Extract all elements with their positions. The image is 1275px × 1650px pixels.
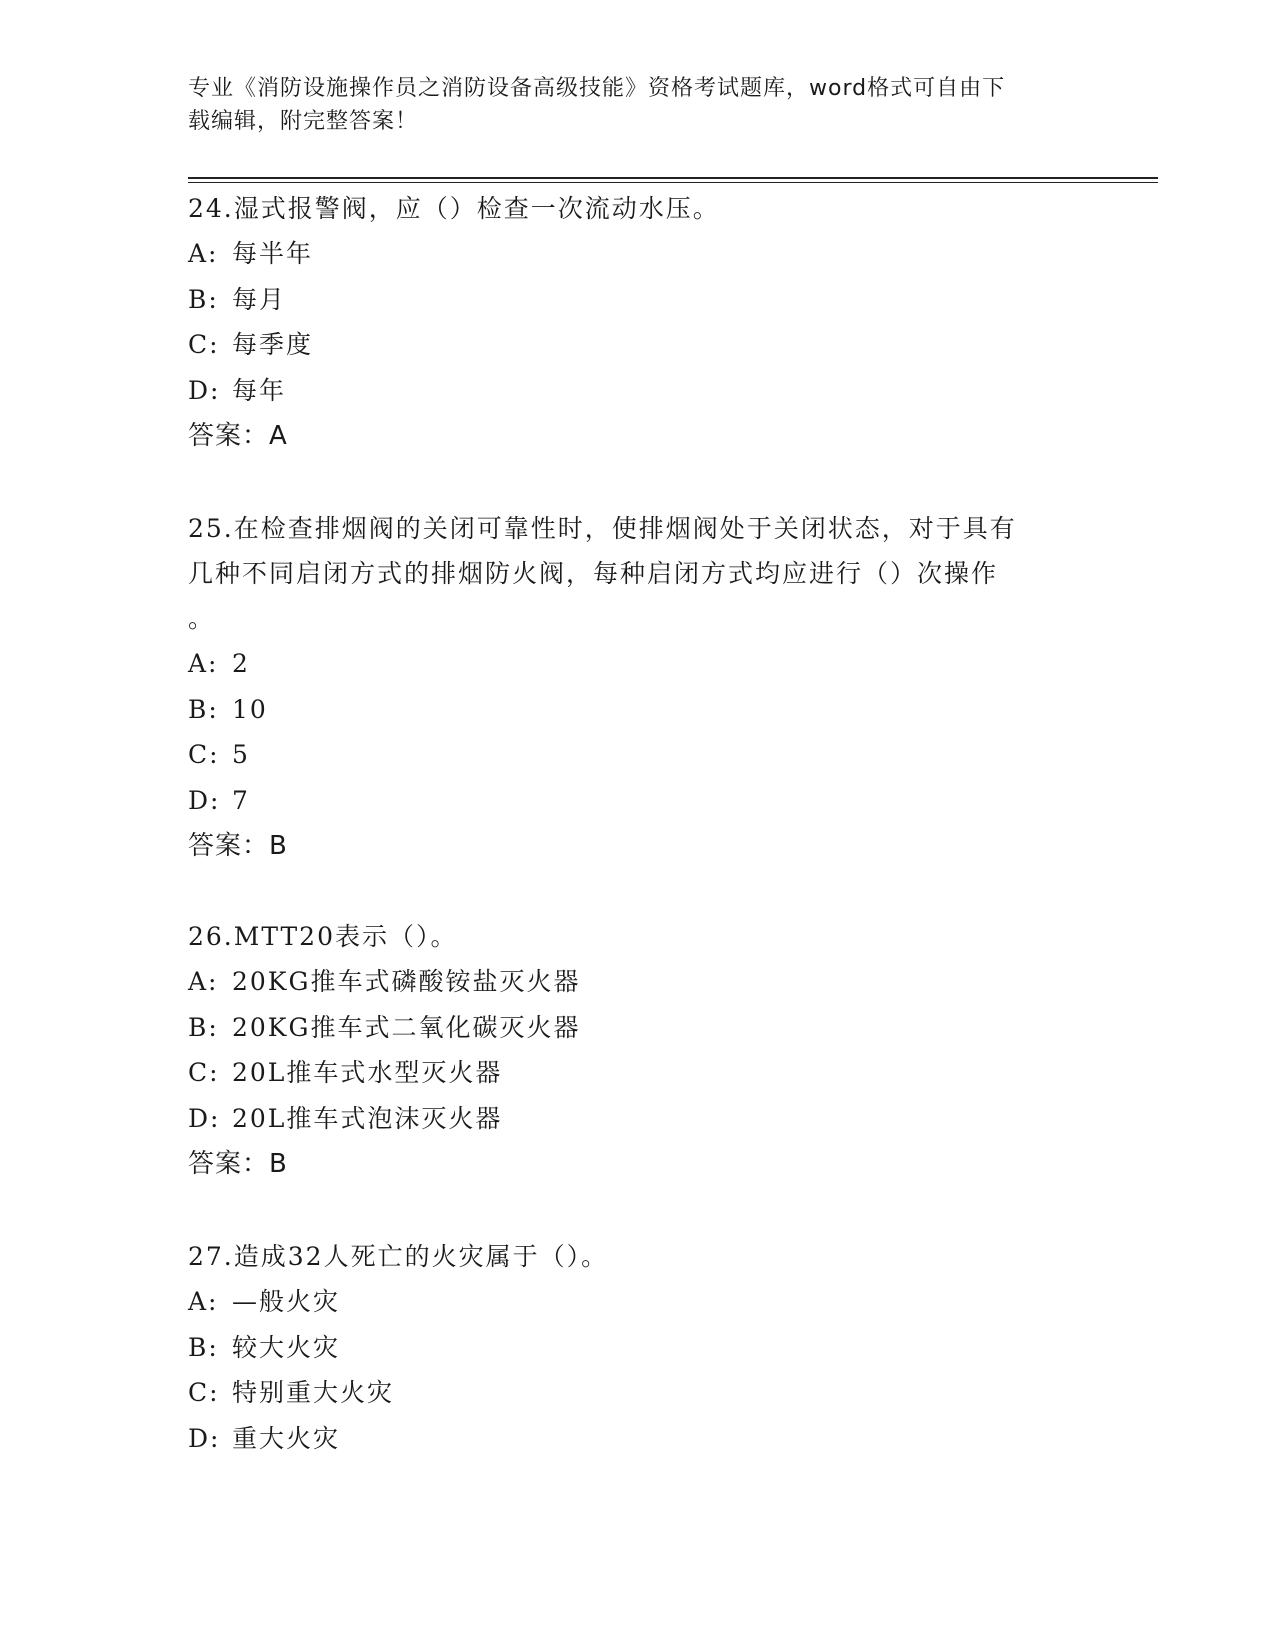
option-b (188, 1325, 1088, 1371)
question-27 (188, 1234, 1088, 1461)
header-line-1: 专业《消防设施操作员之消防设备高级技能》资格考试题库，word格式可自由下 (188, 76, 1006, 101)
question-25 (188, 506, 1088, 869)
option-letter: B: (188, 1012, 219, 1042)
option-text: 每半年 (232, 239, 314, 268)
option-text: —般火灾 (232, 1287, 341, 1316)
option-text: 2 (232, 649, 250, 678)
option-c (188, 1050, 1088, 1096)
header-line-2: 载编辑，附完整答案！ (188, 109, 419, 134)
option-a (188, 1279, 1088, 1325)
option-c (188, 322, 1088, 368)
header-divider-thick (188, 177, 1158, 179)
option-letter: D: (188, 1103, 221, 1133)
option-letter: D: (188, 1423, 221, 1453)
option-a (188, 641, 1088, 687)
header-divider-thin (188, 182, 1158, 183)
option-d (188, 368, 1088, 414)
option-text: 每年 (232, 375, 287, 405)
option-text: 重大火灾 (232, 1423, 341, 1453)
question-26 (188, 914, 1088, 1187)
answer-label: 答案：B (188, 1149, 288, 1179)
option-letter: B: (188, 1332, 219, 1362)
option-letter: A: (188, 1287, 219, 1316)
option-letter: B: (188, 284, 219, 314)
option-a (188, 959, 1088, 1005)
option-text: 每月 (232, 284, 287, 314)
option-text: 20L推车式水型灭火器 (232, 1058, 503, 1087)
question-stem-line-2: 几种不同启闭方式的排烟防火阀，每种启闭方式均应进行（）次操作 (188, 559, 999, 588)
option-text: 特别重大火灾 (232, 1378, 395, 1407)
option-a (188, 231, 1088, 277)
option-d (188, 778, 1088, 824)
option-text: 每季度 (232, 330, 314, 359)
option-text: 10 (232, 694, 268, 724)
option-c (188, 732, 1088, 778)
option-text: 较大火灾 (232, 1332, 341, 1362)
option-text: 20KG推车式磷酸铵盐灭火器 (232, 967, 581, 996)
question-stem: 24.湿式报警阀，应（）检查一次流动水压。 (188, 194, 720, 223)
question-stem: 27.造成32人死亡的火灾属于（）。 (188, 1242, 609, 1271)
option-text: 5 (232, 740, 250, 769)
option-letter: C: (188, 740, 220, 769)
question-stem: 26.MTT20表示（）。 (188, 922, 458, 951)
option-letter: C: (188, 1378, 220, 1407)
question-24 (188, 186, 1088, 459)
option-text: 20L推车式泡沫灭火器 (232, 1103, 503, 1133)
option-letter: A: (188, 967, 219, 996)
answer-label: 答案：B (188, 831, 288, 861)
option-c (188, 1370, 1088, 1416)
option-letter: A: (188, 649, 219, 678)
option-letter: D: (188, 785, 221, 815)
option-d (188, 1096, 1088, 1142)
option-d (188, 1416, 1088, 1462)
question-stem-line-1: 25.在检查排烟阀的关闭可靠性时，使排烟阀处于关闭状态，对于具有 (188, 514, 1017, 543)
option-b (188, 687, 1088, 733)
option-letter: C: (188, 330, 220, 359)
option-b (188, 277, 1088, 323)
option-letter: B: (188, 694, 219, 724)
option-letter: D: (188, 375, 221, 405)
option-text: 20KG推车式二氧化碳灭火器 (232, 1012, 581, 1042)
option-letter: C: (188, 1058, 220, 1087)
option-b (188, 1005, 1088, 1051)
document-header (188, 72, 1088, 138)
answer-label: 答案：A (188, 421, 288, 451)
question-stem-line-3: 。 (188, 604, 216, 633)
option-letter: A: (188, 239, 219, 268)
option-text: 7 (232, 785, 250, 815)
